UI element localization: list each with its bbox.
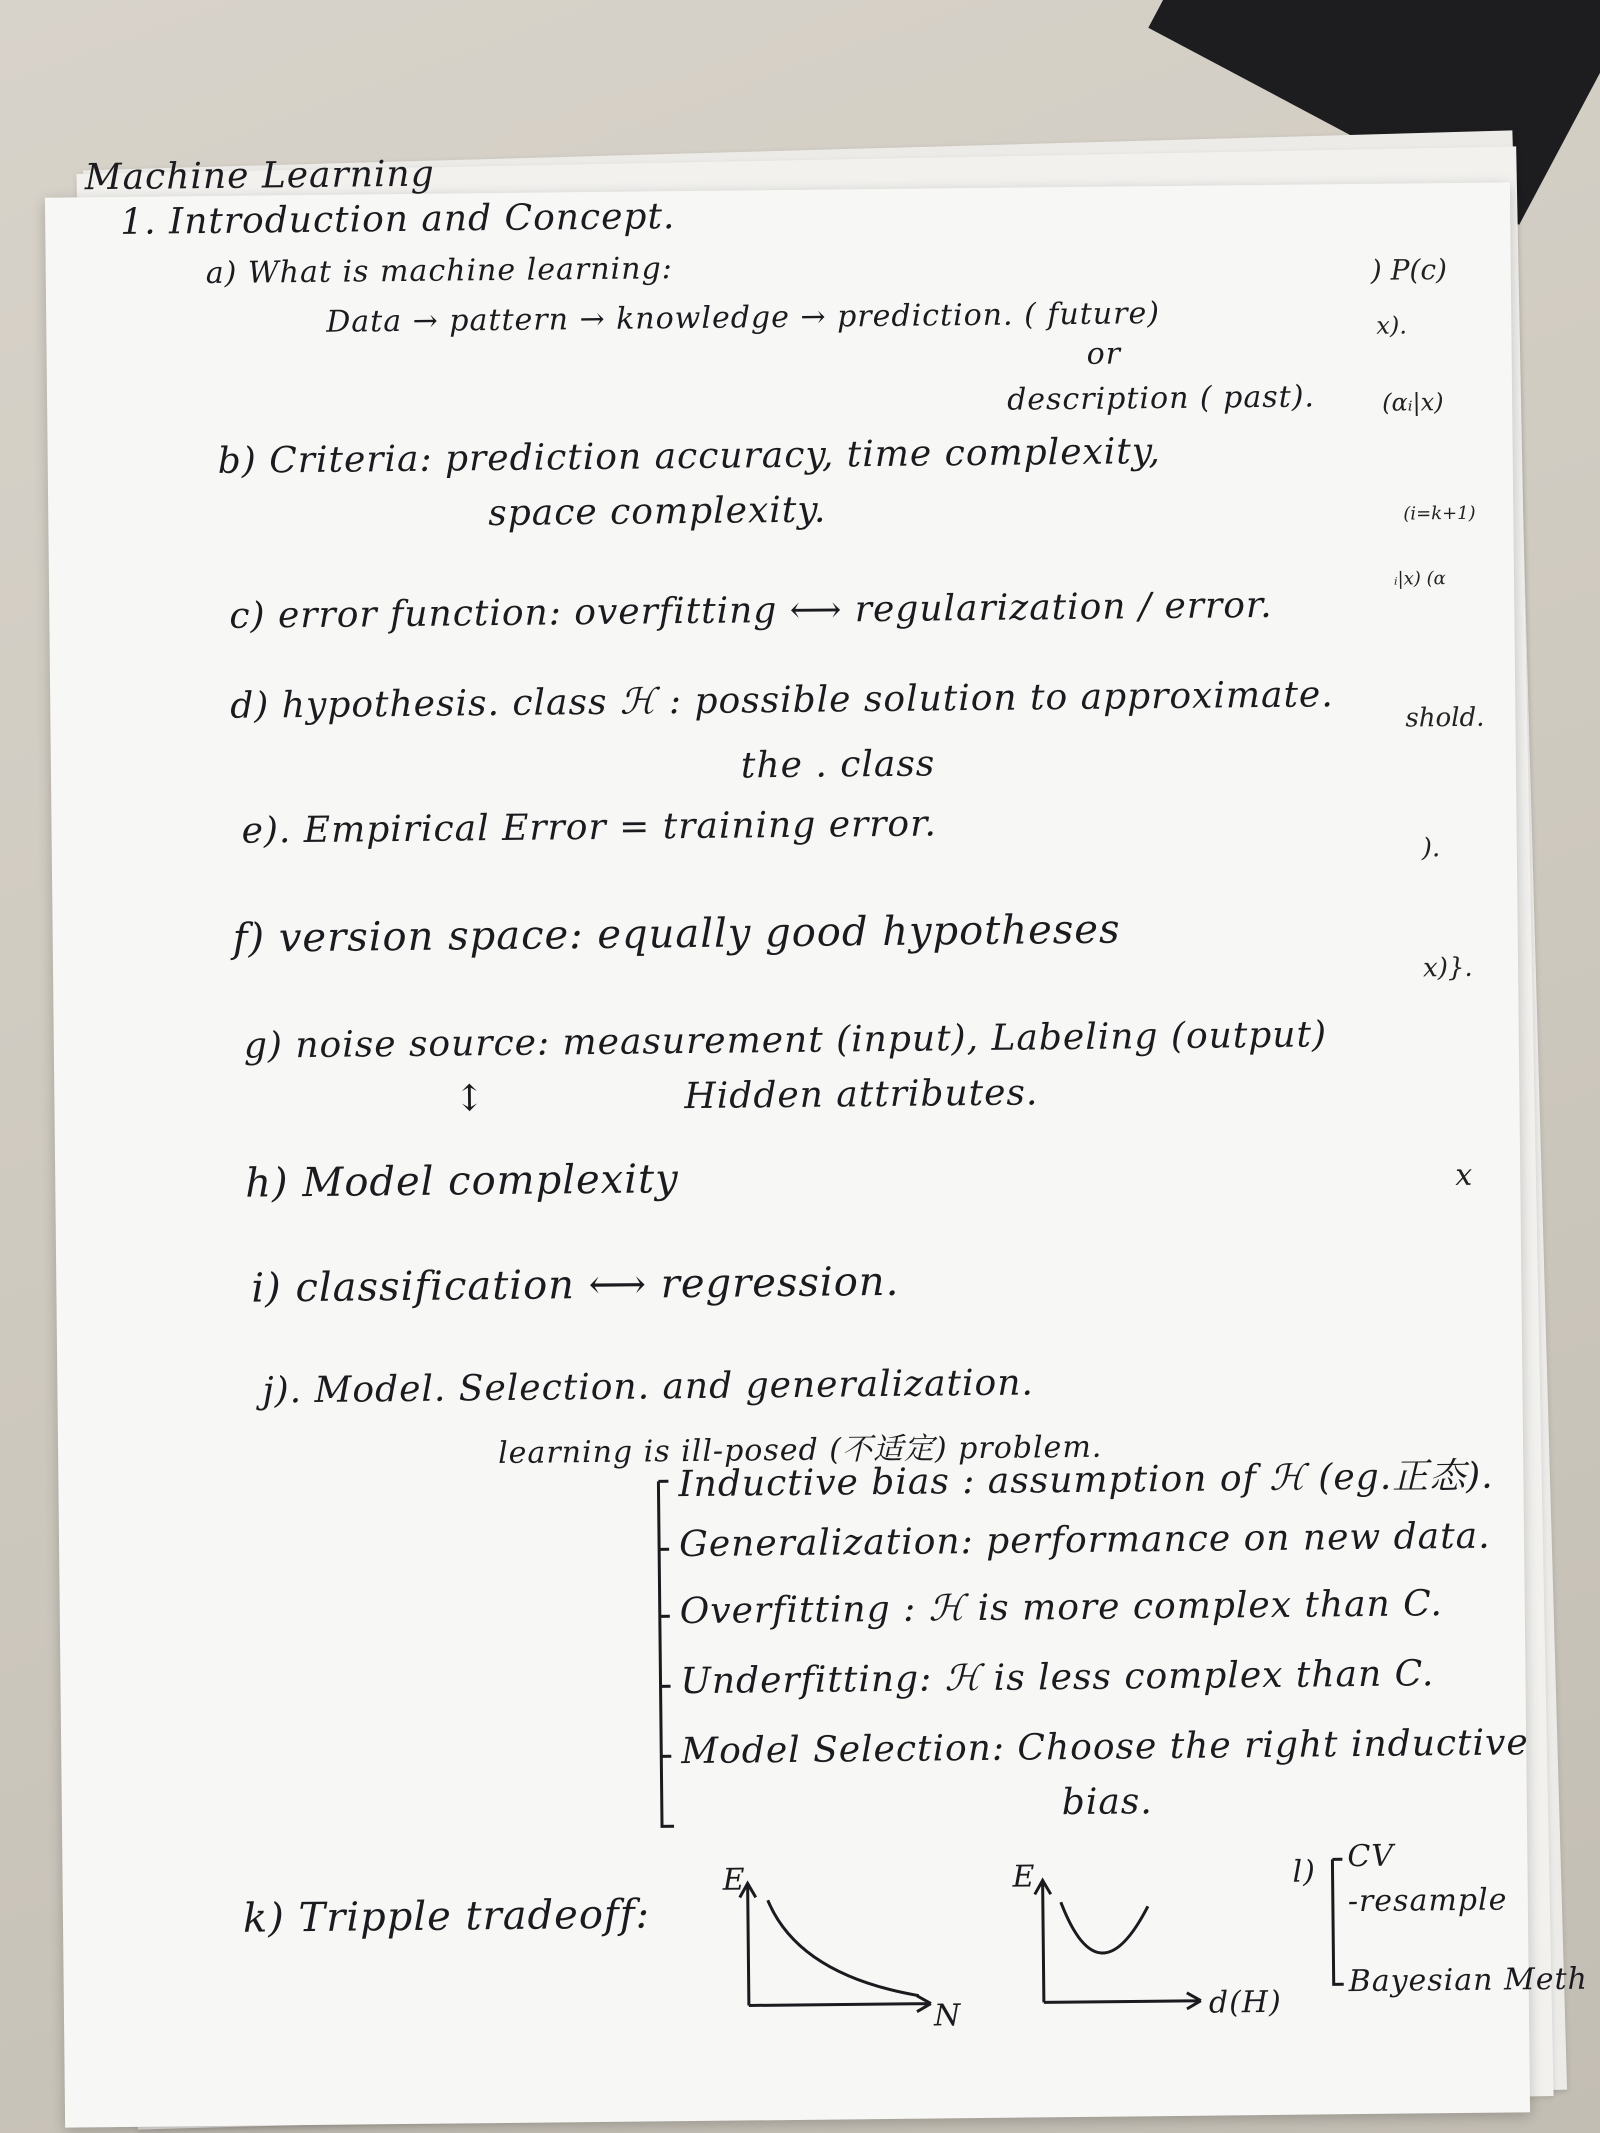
- bracket-line: [648, 1481, 672, 1831]
- notes-sheet: [45, 153, 1589, 2127]
- item-g-arrow: ↕: [454, 1078, 486, 1120]
- tradeoff-plot-error-vs-n: [728, 1873, 949, 2015]
- edge-fragment: (αᵢ|x): [1382, 388, 1444, 417]
- item-l-entry: -resample: [1347, 1882, 1508, 1920]
- plot2-y-axis-label: E: [1012, 1859, 1036, 1895]
- edge-fragment: shold.: [1405, 702, 1485, 734]
- item-j-heading: j). Model. Selection. and generalization.: [262, 1362, 1035, 1412]
- notes-title: Machine Learning: [84, 153, 435, 199]
- item-b-line1: b) Criteria: prediction accuracy, time complexity,: [217, 431, 1162, 482]
- bias-item-continued: bias.: [1061, 1781, 1153, 1824]
- plot2-x-axis-label: d(H): [1208, 1984, 1282, 2021]
- item-l-bracket: [1324, 1854, 1345, 1994]
- edge-fragment: ).: [1421, 833, 1441, 864]
- edge-fragment: ᵢ|x) (α: [1393, 568, 1446, 590]
- item-j-subheading: learning is ill-posed (不适定) problem.: [497, 1429, 1103, 1472]
- edge-fragment: x)}.: [1422, 952, 1473, 984]
- item-a-or: or: [1086, 336, 1122, 372]
- bias-item: Inductive bias : assumption of ℋ (eg.正态).: [678, 1455, 1494, 1506]
- item-l-entry: CV: [1347, 1838, 1395, 1875]
- item-b-line2: space complexity.: [488, 489, 827, 535]
- edge-fragment: x).: [1376, 311, 1408, 340]
- bias-item: Overfitting : ℋ is more complex than C.: [679, 1583, 1444, 1633]
- item-a-flow: Data → pattern → knowledge → prediction. ( future): [326, 296, 1161, 340]
- item-e: e). Empirical Error = training error.: [241, 803, 938, 852]
- plot1-y-axis-label: E: [722, 1862, 746, 1898]
- item-i: i) classification ⟷ regression.: [251, 1258, 900, 1312]
- section-heading: 1. Introduction and Concept.: [119, 196, 676, 243]
- item-g-line1: g) noise source: measurement (input), Labeling (output): [243, 1014, 1328, 1067]
- plot1-x-axis-label: N: [933, 1998, 962, 2034]
- item-d-line1: d) hypothesis. class ℋ : possible solution to approximate.: [230, 674, 1334, 727]
- edge-fragment: (i=k+1): [1403, 502, 1476, 525]
- item-f: f) version space: equally good hypotheses: [232, 906, 1121, 962]
- item-c: c) error function: overfitting ⟷ regularization / error.: [229, 584, 1273, 637]
- item-l-entry: Bayesian Meth: [1348, 1961, 1589, 2000]
- edge-fragment: x: [1455, 1157, 1473, 1194]
- bias-item: Generalization: performance on new data.: [678, 1515, 1491, 1566]
- item-a-heading: a) What is machine learning:: [205, 251, 673, 292]
- item-g-line2: Hidden attributes.: [684, 1072, 1039, 1118]
- edge-fragment: ) P(c): [1370, 253, 1448, 287]
- item-l-label: l): [1292, 1854, 1317, 1890]
- item-a-description: description ( past).: [1006, 379, 1316, 418]
- bias-item: Underfitting: ℋ is less complex than C.: [680, 1653, 1435, 1703]
- item-d-line2: the . class: [740, 743, 936, 787]
- item-k-label: k) Tripple tradeoff:: [242, 1891, 651, 1942]
- bias-item: Model Selection: Choose the right inductive: [681, 1722, 1529, 1773]
- tradeoff-plot-error-vs-complexity: [1023, 1870, 1224, 2012]
- item-h: h) Model complexity: [245, 1156, 679, 1207]
